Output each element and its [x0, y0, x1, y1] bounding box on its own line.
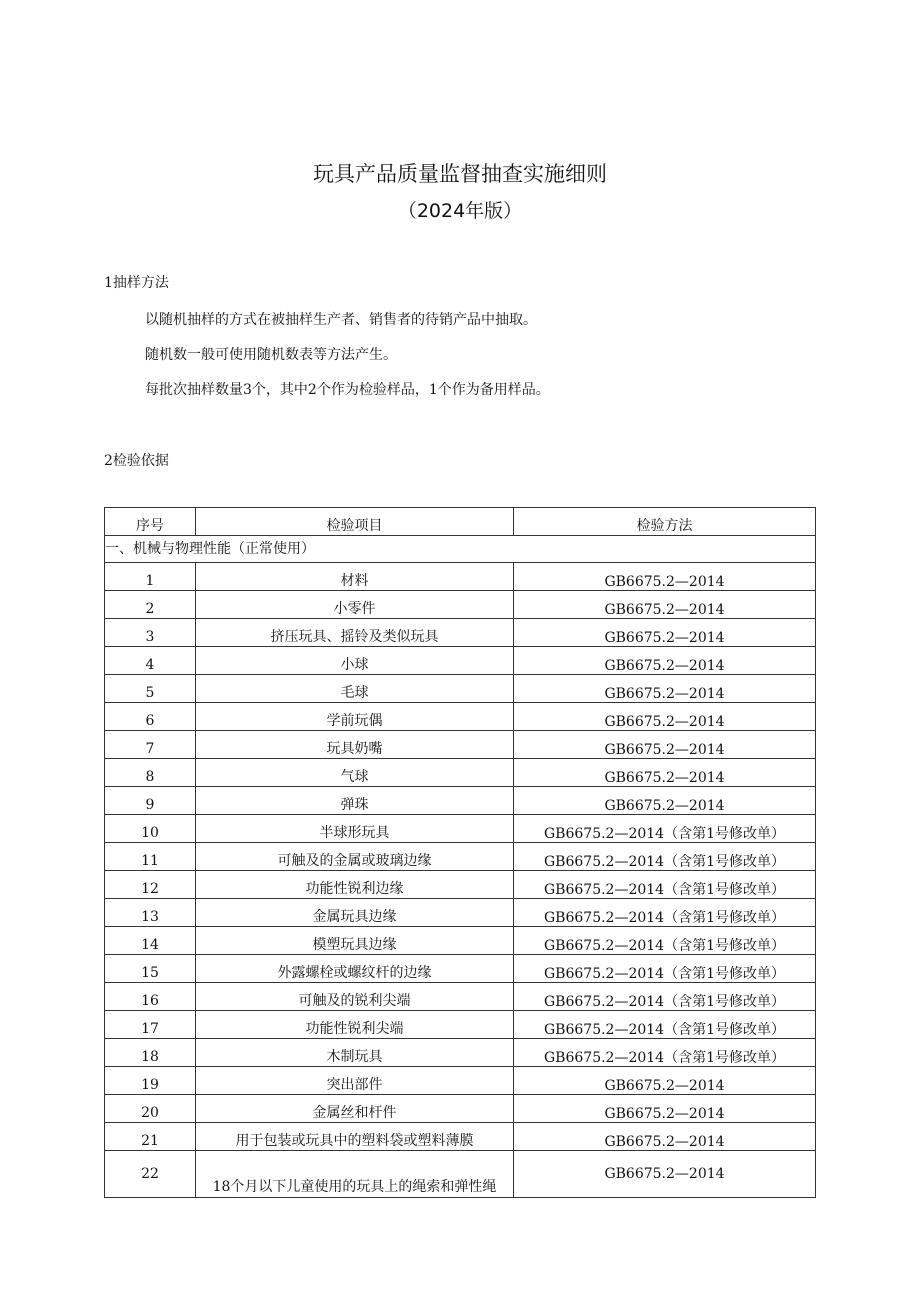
table-header-row	[105, 508, 816, 536]
table-row	[105, 563, 816, 591]
row-index: 22	[105, 1151, 196, 1198]
table-row	[105, 1151, 816, 1198]
row-method: GB6675.2—2014（含第1号修改单）	[514, 983, 816, 1011]
paragraph: 以随机抽样的方式在被抽样生产者、销售者的待销产品中抽取。	[145, 312, 537, 328]
row-method: GB6675.2—2014	[514, 731, 816, 759]
row-item: 小球	[196, 647, 514, 675]
table-row	[105, 927, 816, 955]
row-method: GB6675.2—2014	[514, 703, 816, 731]
table-row	[105, 1123, 816, 1151]
row-item: 玩具奶嘴	[196, 731, 514, 759]
row-item: 功能性锐利尖端	[196, 1011, 514, 1039]
row-index: 2	[105, 591, 196, 619]
row-method: GB6675.2—2014（含第1号修改单）	[514, 927, 816, 955]
row-index: 5	[105, 675, 196, 703]
row-index: 13	[105, 899, 196, 927]
row-index: 4	[105, 647, 196, 675]
row-item: 功能性锐利边缘	[196, 871, 514, 899]
table-row	[105, 787, 816, 815]
row-item: 模塑玩具边缘	[196, 927, 514, 955]
group-label: 一、机械与物理性能（正常使用）	[105, 536, 816, 563]
section-heading-sampling: 1抽样方法	[104, 275, 169, 291]
row-method: GB6675.2—2014（含第1号修改单）	[514, 843, 816, 871]
row-item: 金属玩具边缘	[196, 899, 514, 927]
table-row	[105, 871, 816, 899]
section-heading-basis: 2检验依据	[104, 453, 169, 469]
row-index: 21	[105, 1123, 196, 1151]
row-index: 16	[105, 983, 196, 1011]
row-method: GB6675.2—2014	[514, 591, 816, 619]
row-item: 18个月以下儿童使用的玩具上的绳索和弹性绳	[196, 1151, 514, 1198]
table-row	[105, 647, 816, 675]
row-index: 17	[105, 1011, 196, 1039]
table-row	[105, 1067, 816, 1095]
row-method: GB6675.2—2014	[514, 619, 816, 647]
row-item: 金属丝和杆件	[196, 1095, 514, 1123]
paragraph: 每批次抽样数量3个，其中2个作为检验样品，1个作为备用样品。	[145, 382, 550, 398]
table-row	[105, 815, 816, 843]
document-title: 玩具产品质量监督抽查实施细则	[313, 162, 607, 186]
row-item: 学前玩偶	[196, 703, 514, 731]
header-item: 检验项目	[196, 508, 514, 536]
row-item: 弹珠	[196, 787, 514, 815]
header-index: 序号	[105, 508, 196, 536]
table-row	[105, 1011, 816, 1039]
row-item: 半球形玩具	[196, 815, 514, 843]
row-item: 可触及的锐利尖端	[196, 983, 514, 1011]
row-index: 19	[105, 1067, 196, 1095]
row-item: 毛球	[196, 675, 514, 703]
row-item: 气球	[196, 759, 514, 787]
row-method: GB6675.2—2014	[514, 563, 816, 591]
row-method: GB6675.2—2014	[514, 1067, 816, 1095]
row-method: GB6675.2—2014（含第1号修改单）	[514, 815, 816, 843]
row-method: GB6675.2—2014（含第1号修改单）	[514, 1039, 816, 1067]
row-item: 突出部件	[196, 1067, 514, 1095]
row-method: GB6675.2—2014（含第1号修改单）	[514, 1011, 816, 1039]
row-method: GB6675.2—2014	[514, 787, 816, 815]
table-row	[105, 591, 816, 619]
table-row	[105, 843, 816, 871]
table-row	[105, 1039, 816, 1067]
row-method: GB6675.2—2014（含第1号修改单）	[514, 899, 816, 927]
document-subtitle: （2024年版）	[397, 200, 523, 222]
row-index: 12	[105, 871, 196, 899]
paragraph: 随机数一般可使用随机数表等方法产生。	[145, 347, 397, 363]
row-index: 18	[105, 1039, 196, 1067]
table-row	[105, 983, 816, 1011]
row-method: GB6675.2—2014	[514, 1123, 816, 1151]
row-item: 木制玩具	[196, 1039, 514, 1067]
row-item: 外露螺栓或螺纹杆的边缘	[196, 955, 514, 983]
row-item: 挤压玩具、摇铃及类似玩具	[196, 619, 514, 647]
inspection-table	[104, 507, 816, 1198]
table-row	[105, 955, 816, 983]
row-item: 材料	[196, 563, 514, 591]
row-index: 1	[105, 563, 196, 591]
table-row	[105, 759, 816, 787]
row-item: 小零件	[196, 591, 514, 619]
row-method: GB6675.2—2014	[514, 647, 816, 675]
table-group-row	[105, 536, 816, 563]
row-index: 15	[105, 955, 196, 983]
row-index: 10	[105, 815, 196, 843]
row-method: GB6675.2—2014（含第1号修改单）	[514, 871, 816, 899]
row-method: GB6675.2—2014	[514, 675, 816, 703]
row-method: GB6675.2—2014	[514, 1151, 816, 1198]
row-index: 20	[105, 1095, 196, 1123]
row-item: 可触及的金属或玻璃边缘	[196, 843, 514, 871]
row-index: 7	[105, 731, 196, 759]
row-item: 用于包装或玩具中的塑料袋或塑料薄膜	[196, 1123, 514, 1151]
row-index: 8	[105, 759, 196, 787]
row-index: 6	[105, 703, 196, 731]
table-row	[105, 675, 816, 703]
table-row	[105, 731, 816, 759]
row-method: GB6675.2—2014（含第1号修改单）	[514, 955, 816, 983]
table-row	[105, 1095, 816, 1123]
row-method: GB6675.2—2014	[514, 759, 816, 787]
row-index: 11	[105, 843, 196, 871]
table-row	[105, 899, 816, 927]
row-index: 9	[105, 787, 196, 815]
table-row	[105, 703, 816, 731]
header-method: 检验方法	[514, 508, 816, 536]
row-index: 14	[105, 927, 196, 955]
row-method: GB6675.2—2014	[514, 1095, 816, 1123]
row-index: 3	[105, 619, 196, 647]
table-row	[105, 619, 816, 647]
